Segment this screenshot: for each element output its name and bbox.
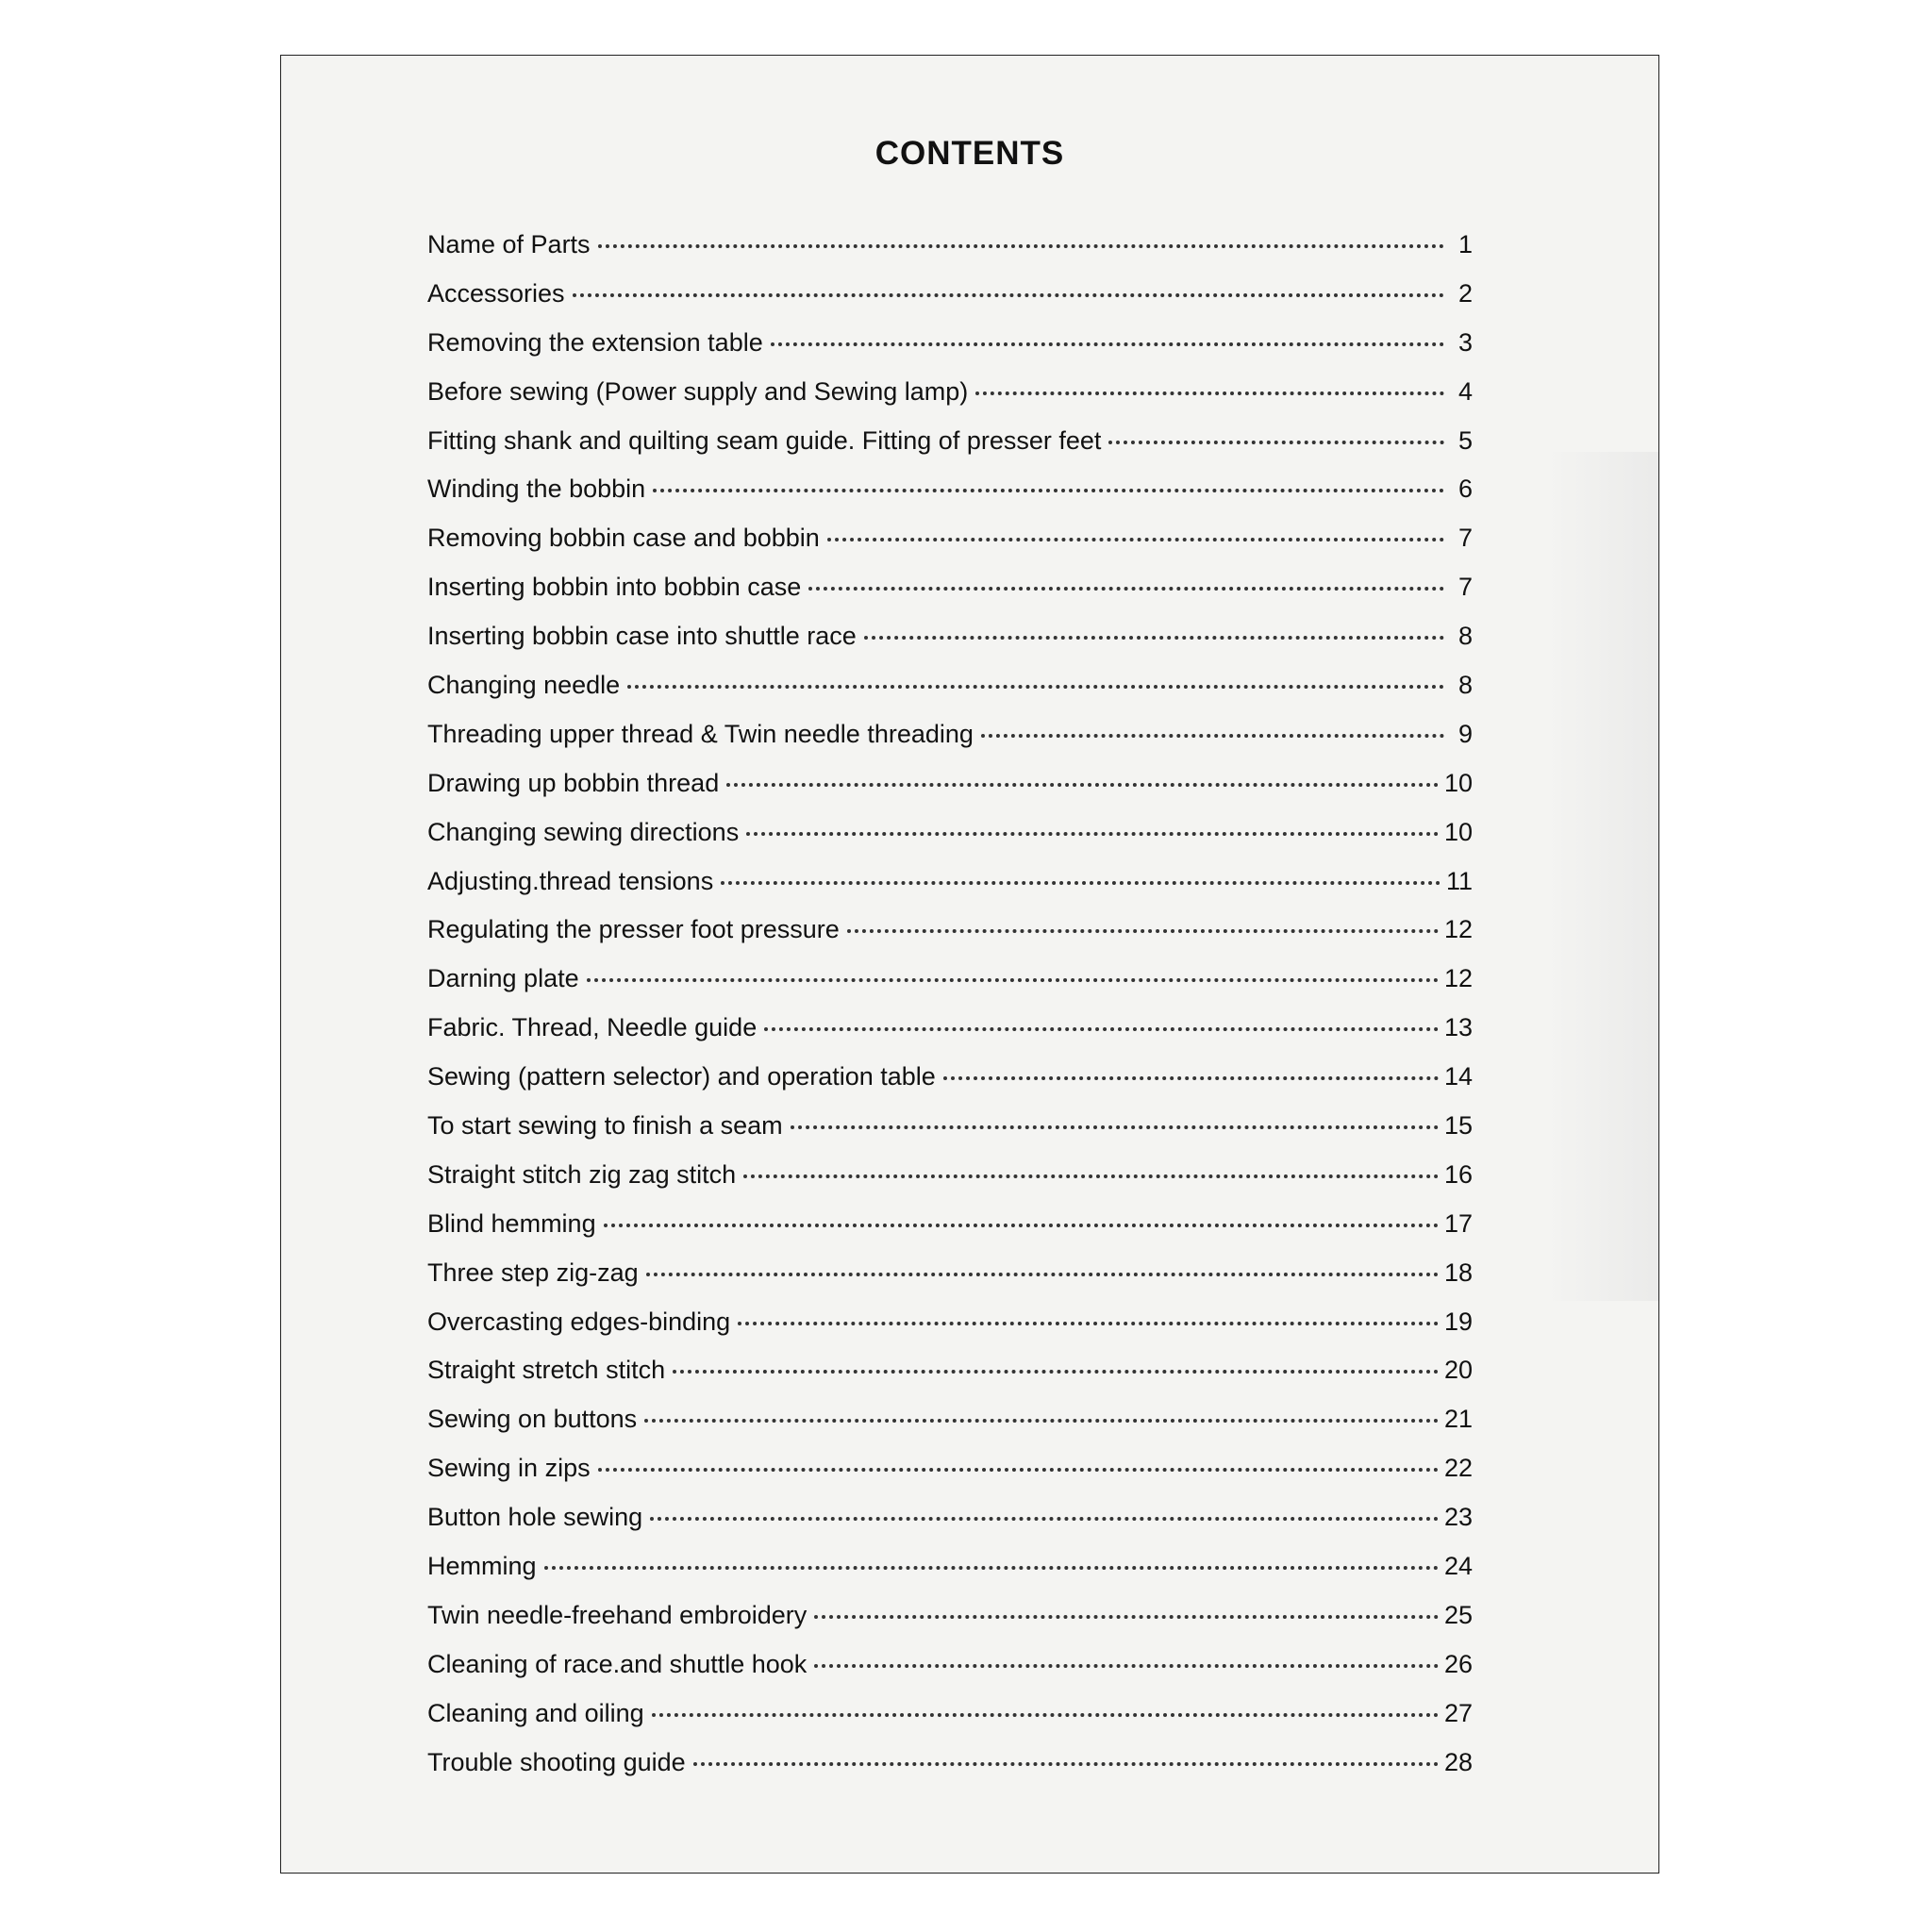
- toc-entry-title: Three step zig-zag: [427, 1257, 639, 1287]
- toc-entry-title: Button hole sewing: [427, 1503, 643, 1532]
- toc-entry-title: Inserting bobbin into bobbin case: [427, 573, 802, 602]
- toc-entry-title: Drawing up bobbin thread: [427, 768, 720, 797]
- toc-entry: [427, 671, 1473, 720]
- toc-entry: [427, 964, 1473, 1013]
- toc-entry-title: Name of Parts: [427, 230, 591, 258]
- toc-entry: [427, 818, 1473, 867]
- toc-entry-title: Blind hemming: [427, 1208, 596, 1238]
- dot-leader: [808, 587, 1444, 591]
- toc-entry: [427, 1650, 1473, 1699]
- toc-entry-page-number: 5: [1457, 425, 1473, 455]
- dot-leader: [544, 1566, 1439, 1570]
- dot-leader: [604, 1224, 1439, 1227]
- toc-entry-page-number: 12: [1443, 915, 1473, 944]
- toc-entry-page-number: 3: [1457, 327, 1473, 357]
- toc-entry-page-number: 9: [1457, 719, 1473, 748]
- toc-entry: [427, 524, 1473, 573]
- toc-entry: [427, 1307, 1473, 1357]
- dot-leader: [721, 881, 1441, 885]
- toc-entry: [427, 720, 1473, 769]
- dot-leader: [943, 1076, 1439, 1080]
- toc-entry-page-number: 19: [1443, 1307, 1473, 1336]
- toc-entry-title: Inserting bobbin case into shuttle race: [427, 622, 857, 651]
- toc-entry-title: Threading upper thread & Twin needle threading: [427, 719, 974, 748]
- toc-entry-page-number: 24: [1443, 1552, 1473, 1581]
- toc-entry-title: Changing sewing directions: [427, 817, 740, 846]
- toc-entry-title: Sewing in zips: [427, 1454, 591, 1483]
- toc-entry-title: Removing the extension table: [427, 327, 763, 357]
- toc-entry: [427, 328, 1473, 377]
- toc-entry-page-number: 15: [1443, 1111, 1473, 1141]
- toc-entry: [427, 1405, 1473, 1454]
- dot-leader: [673, 1370, 1439, 1374]
- toc-entry-title: Sewing on buttons: [427, 1405, 638, 1434]
- dot-leader: [693, 1762, 1439, 1766]
- dot-leader: [864, 636, 1444, 640]
- toc-entry-page-number: 13: [1443, 1013, 1473, 1042]
- toc-entry-page-number: 11: [1445, 866, 1473, 895]
- toc-entry-title: Trouble shooting guide: [427, 1747, 686, 1776]
- toc-entry-title: Hemming: [427, 1552, 537, 1581]
- dot-leader: [653, 489, 1444, 492]
- toc-entry-page-number: 8: [1457, 671, 1473, 700]
- toc-entry-title: Straight stretch stitch: [427, 1356, 666, 1385]
- toc-entry: [427, 426, 1473, 475]
- dot-leader: [746, 832, 1439, 836]
- toc-entry-title: Adjusting.thread tensions: [427, 866, 714, 895]
- toc-entry-page-number: 20: [1443, 1356, 1473, 1385]
- toc-entry-page-number: 18: [1443, 1257, 1473, 1287]
- dot-leader: [650, 1517, 1439, 1521]
- toc-entry-page-number: 2: [1457, 278, 1473, 308]
- toc-entry: [427, 1356, 1473, 1405]
- toc-entry-title: Twin needle-freehand embroidery: [427, 1600, 808, 1629]
- toc-entry-page-number: 27: [1443, 1698, 1473, 1727]
- toc-entry-title: Winding the bobbin: [427, 475, 646, 504]
- toc-entry: [427, 1552, 1473, 1601]
- dot-leader: [646, 1273, 1439, 1276]
- toc-entry: [427, 1209, 1473, 1258]
- dot-leader: [644, 1419, 1439, 1423]
- toc-entry-title: Sewing (pattern selector) and operation table: [427, 1062, 936, 1091]
- toc-entry-page-number: 10: [1443, 817, 1473, 846]
- toc-entry-page-number: 26: [1443, 1649, 1473, 1678]
- toc-entry-title: Before sewing (Power supply and Sewing lamp): [427, 376, 969, 406]
- dot-leader: [573, 293, 1444, 297]
- toc-entry: [427, 1503, 1473, 1552]
- dot-leader: [738, 1322, 1439, 1325]
- toc-entry: [427, 475, 1473, 524]
- dot-leader: [827, 538, 1444, 541]
- toc-entry-page-number: 8: [1457, 622, 1473, 651]
- toc-entry: [427, 279, 1473, 328]
- page-title: CONTENTS: [874, 135, 1065, 172]
- toc-entry: [427, 1699, 1473, 1748]
- toc-entry-title: Fabric. Thread, Needle guide: [427, 1013, 758, 1042]
- toc-entry-title: Cleaning of race.and shuttle hook: [427, 1649, 808, 1678]
- toc-entry-page-number: 16: [1443, 1159, 1473, 1189]
- toc-entry-title: Removing bobbin case and bobbin: [427, 524, 820, 553]
- toc-entry-title: Cleaning and oiling: [427, 1698, 644, 1727]
- toc-entry: [427, 1160, 1473, 1209]
- toc-entry-title: Changing needle: [427, 671, 621, 700]
- toc-entry: [427, 573, 1473, 622]
- toc-entry-page-number: 7: [1457, 573, 1473, 602]
- toc-entry-page-number: 17: [1443, 1208, 1473, 1238]
- toc-entry: [427, 1601, 1473, 1650]
- dot-leader: [1108, 441, 1444, 444]
- dot-leader: [726, 783, 1439, 787]
- toc-entry: [427, 377, 1473, 426]
- dot-leader: [847, 929, 1439, 933]
- dot-leader: [652, 1713, 1439, 1717]
- toc-entry-title: Accessories: [427, 278, 565, 308]
- toc-entry-page-number: 1: [1457, 230, 1473, 258]
- toc-entry-title: Overcasting edges-binding: [427, 1307, 731, 1336]
- toc-entry: [427, 1111, 1473, 1160]
- toc-entry-page-number: 7: [1457, 524, 1473, 553]
- toc-entry: [427, 1748, 1473, 1797]
- toc-entry-title: Fitting shank and quilting seam guide. Fitting of presser feet: [427, 425, 1102, 455]
- dot-leader: [587, 978, 1439, 982]
- dot-leader: [771, 342, 1444, 346]
- toc-entry-title: Straight stitch zig zag stitch: [427, 1159, 737, 1189]
- dot-leader: [764, 1027, 1439, 1031]
- dot-leader: [981, 734, 1444, 738]
- toc-entry: [427, 1454, 1473, 1503]
- toc-entry-page-number: 23: [1443, 1503, 1473, 1532]
- document-page: [280, 55, 1659, 1874]
- toc-entry-page-number: 10: [1443, 768, 1473, 797]
- toc-entry-title: Darning plate: [427, 964, 579, 993]
- toc-entry-page-number: 21: [1443, 1405, 1473, 1434]
- toc-entry-page-number: 6: [1457, 475, 1473, 504]
- toc-entry: [427, 1062, 1473, 1111]
- dot-leader: [814, 1615, 1439, 1619]
- toc-entry-title: Regulating the presser foot pressure: [427, 915, 840, 944]
- toc-entry-page-number: 28: [1443, 1747, 1473, 1776]
- dot-leader: [814, 1664, 1439, 1668]
- dot-leader: [598, 244, 1444, 248]
- toc-entry: [427, 915, 1473, 964]
- toc-entry-title: To start sewing to finish a seam: [427, 1111, 783, 1141]
- toc-entry: [427, 230, 1473, 279]
- toc-entry: [427, 622, 1473, 671]
- toc-entry-page-number: 22: [1443, 1454, 1473, 1483]
- dot-leader: [791, 1125, 1439, 1129]
- table-of-contents: [427, 230, 1473, 1797]
- dot-leader: [975, 391, 1444, 395]
- toc-entry: [427, 1258, 1473, 1307]
- dot-leader: [598, 1468, 1439, 1472]
- dot-leader: [743, 1174, 1439, 1178]
- toc-entry-page-number: 14: [1443, 1062, 1473, 1091]
- toc-entry: [427, 867, 1473, 916]
- dot-leader: [627, 685, 1444, 689]
- toc-entry-page-number: 25: [1443, 1600, 1473, 1629]
- toc-entry: [427, 769, 1473, 818]
- toc-entry-page-number: 12: [1443, 964, 1473, 993]
- toc-entry: [427, 1013, 1473, 1062]
- toc-entry-page-number: 4: [1457, 376, 1473, 406]
